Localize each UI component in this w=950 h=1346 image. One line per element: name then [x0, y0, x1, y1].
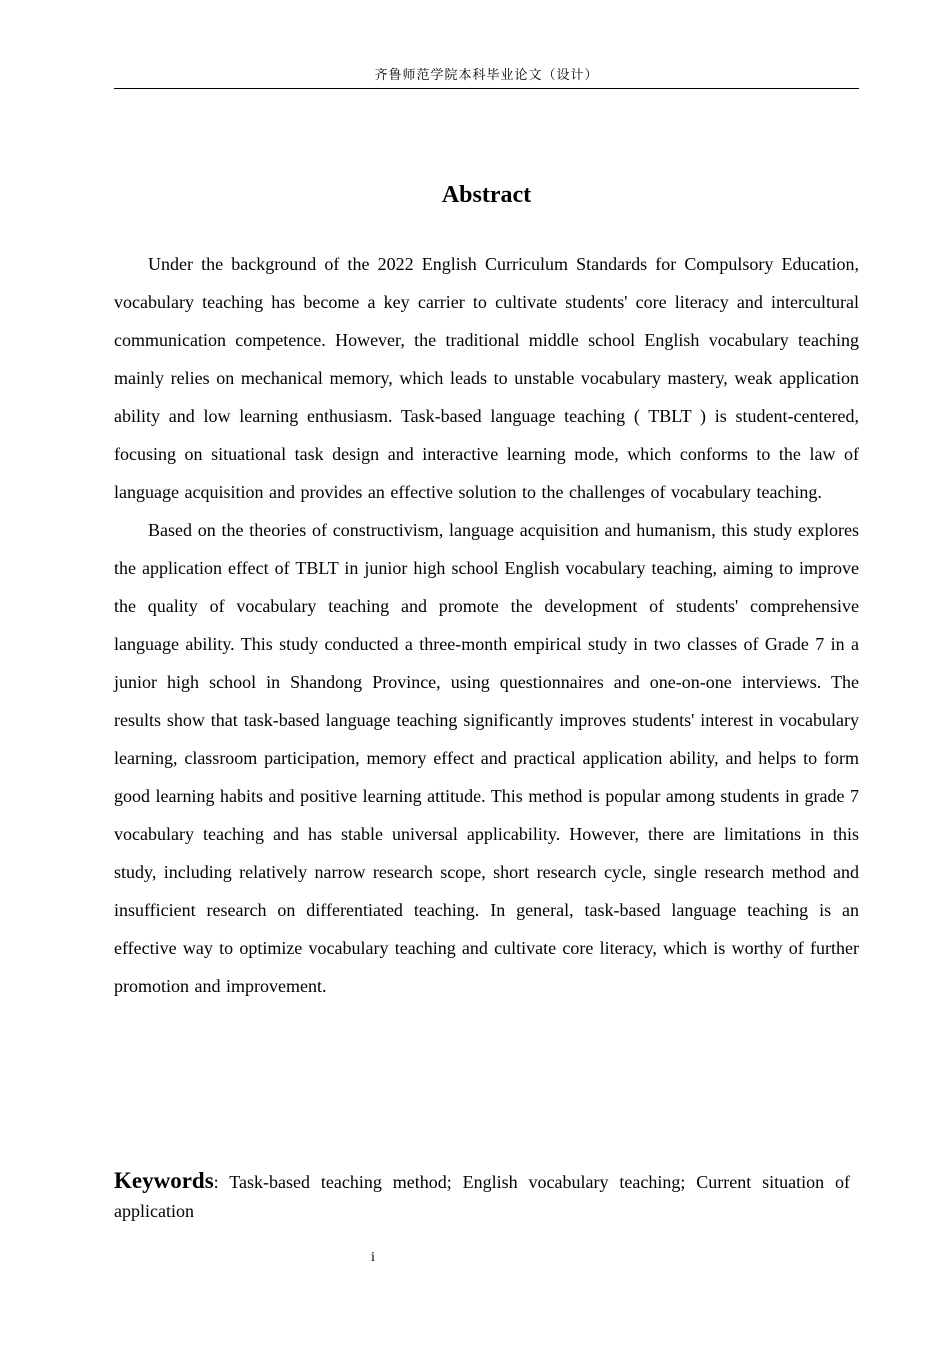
- keywords-separator: :: [213, 1172, 219, 1192]
- abstract-title: Abstract: [441, 182, 532, 208]
- abstract-paragraph-1: Under the background of the 2022 English Curriculum Standards for Compulsory Education, vocabulary teaching has become a key carrier to cultivate students' core literacy and intercultural communication competence. However, the traditional middle school English vocabulary teaching mainly relies on mechanical memory, which leads to unstable vocabulary mastery, weak application ability and low learning enthusiasm. Task-based language teaching ( TBLT ) is student-centered, focusing on situational task design and interactive learning mode, which conforms to the law of language acquisition and provides an effective solution to the challenges of vocabulary teaching.: [114, 254, 859, 502]
- abstract-paragraph-2: Based on the theories of constructivism, language acquisition and humanism, this study explores the application effect of TBLT in junior high school English vocabulary teaching, aiming to improve the quality of vocabulary teaching and promote the development of students' comprehensive language ability. This study conducted a three-month empirical study in two classes of Grade 7 in a junior high school in Shandong Province, using questionnaires and one-on-one interviews. The results show that task-based language teaching significantly improves students' interest in vocabulary learning, classroom participation, memory effect and practical application ability, and helps to form good learning habits and positive learning attitude. This method is popular among students in grade 7 vocabulary teaching and has stable universal applicability. However, there are limitations in this study, including relatively narrow research scope, short research cycle, single research method and insufficient research on differentiated teaching. In general, task-based language teaching is an effective way to optimize vocabulary teaching and cultivate core literacy, which is worthy of further promotion and improvement.: [114, 520, 859, 996]
- keywords-section: [114, 1166, 850, 1226]
- keywords-text: Task-based teaching method; English vocabulary teaching; Current situation of application: [114, 1172, 850, 1221]
- keywords-label: Keywords: [114, 1168, 214, 1193]
- abstract-body: [114, 245, 859, 1005]
- header-text: 齐鲁师范学院本科毕业论文（设计）: [374, 68, 599, 83]
- page-header: [114, 66, 859, 89]
- page-number: i: [371, 1250, 375, 1265]
